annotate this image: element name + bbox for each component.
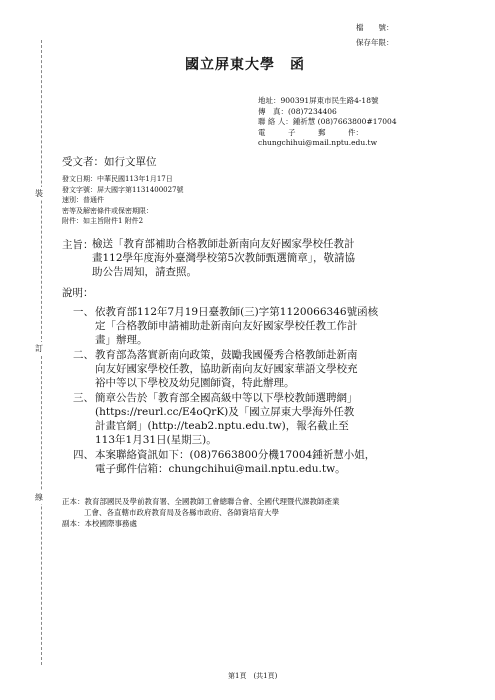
explanation-item-2 [95, 348, 455, 390]
subject-line: 畫112學年度海外臺灣學校第5次教師甄選簡章」，敬請協 [92, 252, 355, 264]
distribution-list [62, 496, 482, 529]
item-line[interactable]: (https://reurl.cc/E4oQrK)及「國立屏東大學海外任教 [95, 406, 355, 418]
issue-number: 發文字號：屏大國字第1131400027號 [62, 185, 184, 194]
item-line: 簡章公告於「教育部全國高級中等以下學校教師選聘網」 [95, 392, 358, 404]
email-label-line: 電 子 郵 件： [258, 127, 363, 137]
issue-date: 發文日期：中華民國113年1月17日 [62, 175, 173, 183]
item-line: 依教育部112年7月19日臺教師(三)字第1120066346號函核 [95, 306, 379, 318]
explanation-item-1 [95, 305, 455, 347]
main-recipients-cont: 工會、各直轄市政府教育局及各縣市政府、各師資培育大學 [84, 508, 279, 517]
item-line: 向友好國家學校任教，協助新南向友好國家華語文學校充 [95, 363, 358, 375]
item-line: 教育部為落實新南向政策，鼓勵我國優秀合格教師赴新南 [95, 349, 358, 361]
main-recipients: 正本：教育部國民及學前教育署、全國教師工會總聯合會、全國代理暨代課教師產業 [62, 497, 340, 506]
binding-mark-ding: 訂 [35, 344, 43, 353]
subject-label: 主旨： [62, 239, 94, 251]
binding-mark-zhuang: 裝 [35, 189, 43, 198]
explanation-label: 說明： [62, 287, 94, 299]
contact-line: 聯 絡 人：鍾祈慧 (08)7663800#17004 [258, 117, 397, 126]
subject-line: 助公告周知，請查照。 [92, 266, 197, 278]
page-number: 第1頁 (共1頁) [228, 672, 278, 680]
item-number: 二、 [73, 349, 94, 361]
item-line: 定「合格教師申請補助赴新南向友好國家學校任教工作計 [95, 320, 358, 332]
item-number: 四、 [73, 449, 94, 461]
item-line[interactable]: 計畫官網」(http://teab2.nptu.edu.tw)，報名截止至 [95, 420, 349, 432]
attachments[interactable]: 附件：如主旨附件1 附件2 [62, 217, 144, 225]
recipient: 受文者：如行文單位 [62, 156, 157, 168]
item-number: 一、 [73, 306, 94, 318]
document-meta [62, 174, 322, 227]
speed: 速別：普通件 [62, 196, 104, 204]
item-number: 三、 [73, 392, 94, 404]
item-line: 裕中等以下學校及幼兒園師資，特此辦理。 [95, 377, 295, 389]
item-line[interactable]: 電子郵件信箱：chungchihui@mail.nptu.edu.tw。 [95, 463, 346, 475]
binding-mark-xian: 線 [35, 493, 43, 502]
document-title: 國立屏東大學 函 [185, 57, 305, 73]
subject-line: 檢送「教育部補助合格教師赴新南向友好國家學校任教計 [92, 238, 355, 250]
address-line: 地址：900391屏東市民生路4-18號 [258, 96, 379, 105]
item-line: 畫」辦理。 [95, 334, 148, 346]
file-number-label: 檔 號： [356, 23, 394, 32]
item-line: 113年1月31日(星期三)。 [95, 434, 217, 446]
item-line: 本案聯絡資訊如下：(08)7663800分機17004鍾祈慧小姐， [95, 449, 376, 461]
retention-label: 保存年限： [356, 38, 394, 47]
email-line[interactable]: chungchihui@mail.nptu.edu.tw [258, 138, 377, 147]
subject-text [92, 237, 452, 279]
explanation-item-3 [95, 391, 455, 447]
address-block [258, 96, 483, 149]
copy-recipients: 副本：本校國際事務處 [62, 519, 137, 528]
security-level: 密等及解密條件或保密期限： [62, 206, 153, 215]
fax-line: 傳 真：(08)7234406 [258, 106, 337, 116]
explanation-item-4 [95, 448, 455, 476]
